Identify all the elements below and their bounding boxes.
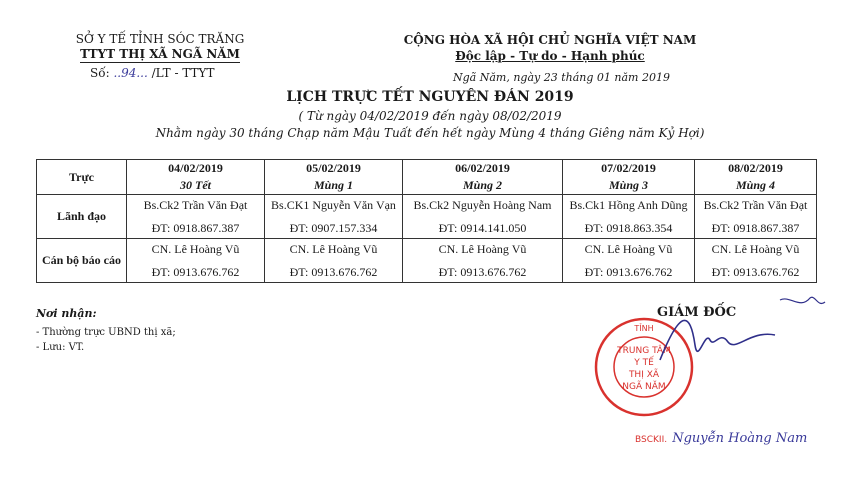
- number-prefix: Số:: [90, 66, 110, 80]
- signer-name-block: [635, 427, 807, 446]
- initial-stroke: [780, 297, 825, 303]
- cell-name: CN. Lê Hoàng Vũ: [151, 241, 240, 256]
- table-header-row: [37, 160, 817, 195]
- lunar-range: Nhằm ngày 30 tháng Chạp năm Mậu Tuất đến hết ngày Mùng 4 tháng Giêng năm Kỷ Hợi): [155, 126, 705, 140]
- handwritten-signature: [650, 290, 830, 380]
- number-value: ..94...: [113, 66, 148, 80]
- stamp-line: NGÃ NĂM: [622, 382, 666, 392]
- column-lunar: Mùng 4: [735, 178, 776, 192]
- corner-header: Trực: [37, 160, 127, 195]
- cell-name: CN. Lê Hoàng Vũ: [438, 241, 527, 256]
- cell-name: CN. Lê Hoàng Vũ: [584, 241, 673, 256]
- cell-name: Bs.Ck1 Hồng Anh Dũng: [569, 197, 688, 212]
- cell-phone: ĐT: 0913.676.762: [584, 264, 673, 279]
- table-cell: [127, 195, 265, 239]
- cell-name: Bs.Ck2 Trần Văn Đạt: [143, 197, 248, 212]
- row-label: Cán bộ báo cáo: [37, 239, 127, 283]
- column-date: 06/02/2019: [455, 161, 510, 175]
- cell-phone: ĐT: 0913.676.762: [289, 264, 378, 279]
- organization-name: TTYT THỊ XÃ NGÃ NĂM: [80, 47, 240, 61]
- stamp-line: TRUNG TÂM: [617, 346, 671, 356]
- cell-phone: ĐT: 0918.867.387: [711, 220, 800, 235]
- table-cell: [265, 195, 403, 239]
- table-cell: [563, 195, 695, 239]
- cell-name: CN. Lê Hoàng Vũ: [289, 241, 378, 256]
- column-lunar: Mùng 3: [608, 178, 649, 192]
- column-header: [563, 160, 695, 195]
- cell-phone: ĐT: 0907.157.334: [289, 220, 378, 235]
- table-cell: [265, 239, 403, 283]
- right-header: [400, 32, 700, 64]
- table-cell: [403, 195, 563, 239]
- column-date: 08/02/2019: [728, 161, 783, 175]
- nation-title: CỘNG HÒA XÃ HỘI CHỦ NGHĨA VIỆT NAM: [403, 33, 697, 47]
- document-number: [90, 66, 215, 80]
- table-row: [37, 195, 817, 239]
- table-cell: [563, 239, 695, 283]
- number-suffix: /LT - TTYT: [151, 66, 215, 80]
- stamp-top-text: TỈNH: [634, 324, 654, 333]
- column-date: 05/02/2019: [306, 161, 361, 175]
- stamp-line: Y TẾ: [634, 358, 654, 368]
- column-header: [695, 160, 817, 195]
- cell-name: Bs.CK1 Nguyễn Văn Vạn: [271, 197, 396, 212]
- signer-name: Nguyễn Hoàng Nam: [672, 431, 808, 446]
- cell-name: Bs.Ck2 Nguyễn Hoàng Nam: [413, 197, 552, 212]
- cell-phone: ĐT: 0914.141.050: [438, 220, 527, 235]
- date-line: Ngã Năm, ngày 23 tháng 01 năm 2019: [453, 71, 670, 84]
- signer-role: GIÁM ĐỐC: [657, 305, 737, 320]
- column-date: 07/02/2019: [601, 161, 656, 175]
- recipient-item: - Lưu: VT.: [36, 342, 85, 353]
- stamp-line: THỊ XÃ: [628, 370, 660, 380]
- cell-phone: ĐT: 0913.676.762: [151, 264, 240, 279]
- column-lunar: 30 Tết: [180, 178, 211, 192]
- signer-title: BSCKII.: [635, 435, 668, 445]
- column-header: [403, 160, 563, 195]
- table-cell: [695, 195, 817, 239]
- column-lunar: Mùng 2: [462, 178, 503, 192]
- document-title: LỊCH TRỰC TẾT NGUYÊN ĐÁN 2019: [286, 89, 574, 105]
- column-header: [265, 160, 403, 195]
- column-date: 04/02/2019: [168, 161, 223, 175]
- cell-phone: ĐT: 0913.676.762: [711, 264, 800, 279]
- cell-name: Bs.Ck2 Trần Văn Đạt: [703, 197, 808, 212]
- duty-schedule-table: [36, 159, 817, 283]
- row-label: Lãnh đạo: [37, 195, 127, 239]
- table-cell: [127, 239, 265, 283]
- cell-phone: ĐT: 0918.863.354: [584, 220, 673, 235]
- signature-stroke: [660, 320, 775, 360]
- table-cell: [695, 239, 817, 283]
- column-header: [127, 160, 265, 195]
- department-name: SỞ Y TẾ TỈNH SÓC TRĂNG: [75, 32, 245, 46]
- table-row: [37, 239, 817, 283]
- cell-name: CN. Lê Hoàng Vũ: [711, 241, 800, 256]
- cell-phone: ĐT: 0918.867.387: [151, 220, 240, 235]
- column-lunar: Mùng 1: [313, 178, 354, 192]
- recipient-item: - Thường trực UBND thị xã;: [36, 327, 176, 338]
- recipients: [36, 306, 176, 355]
- left-header: [60, 32, 260, 63]
- table-cell: [403, 239, 563, 283]
- cell-phone: ĐT: 0913.676.762: [438, 264, 527, 279]
- motto: Độc lập - Tự do - Hạnh phúc: [455, 49, 645, 63]
- date-range: ( Từ ngày 04/02/2019 đến ngày 08/02/2019: [298, 109, 562, 123]
- recipients-heading: Nơi nhận:: [36, 307, 97, 320]
